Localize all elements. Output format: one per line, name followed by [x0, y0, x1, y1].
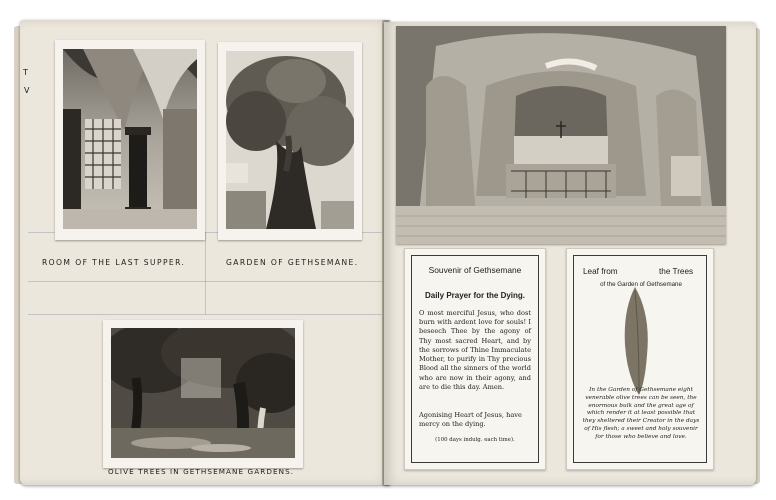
- vaulted-room-image: [63, 49, 197, 229]
- souvenir-card-indulgence: (100 days indulg. each time).: [435, 437, 515, 443]
- leaf-card-subtitle: of the Garden of Gethsemane: [600, 281, 682, 288]
- photo-room-of-last-supper: [63, 49, 197, 229]
- margin-mark-v: V: [24, 86, 31, 95]
- ruled-line: [28, 314, 384, 315]
- leaf-card-text: In the Garden of Gethsemane eight venerable olive trees can be seen, the enormous bulk and the great age of which render it at least possible that they sheltered their Creator in the days of His flesh; a sweet and holy souvenir for those who believe and love.: [582, 387, 700, 440]
- souvenir-card-prayer: O most merciful Jesus, who dost burn with ardent love for souls! I beseech Thee by the agony of Thy most sacred Heart, and by the sorrows of Thine Immaculate Mother, to purify in Thy precious Blood all the sinners of the world who are now in their agony, and are to die this day. Amen.: [419, 309, 531, 391]
- photo-print-last-supper: [55, 40, 205, 240]
- souvenir-card-invocation: Agonising Heart of Jesus, have mercy on the dying.: [419, 411, 522, 429]
- photo-olive-trees: [111, 328, 295, 458]
- photo-garden-of-gethsemane: [226, 51, 354, 229]
- caption-room-of-last-supper: ROOM OF THE LAST SUPPER.: [42, 258, 186, 267]
- souvenir-of-gethsemane-card: [404, 248, 546, 470]
- olive-tree-image: [226, 51, 354, 229]
- leaf-card-title-right: the Trees: [659, 267, 694, 276]
- leaf-card-title-left: Leaf from: [583, 267, 618, 276]
- caption-olive-trees: OLIVE TREES IN GETHSEMANE GARDENS.: [108, 467, 295, 476]
- souvenir-card-heading: Daily Prayer for the Dying.: [424, 291, 526, 300]
- olive-grove-image: [111, 328, 295, 458]
- leaf-from-trees-card: [566, 248, 714, 470]
- left-album-page: [20, 20, 390, 485]
- photo-print-garden: [218, 42, 362, 240]
- caption-garden-of-gethsemane: GARDEN OF GETHSEMANE.: [226, 258, 359, 267]
- grotto-engraving-image: [396, 26, 726, 244]
- ruled-line: [28, 281, 384, 282]
- margin-mark-t: T: [23, 68, 30, 77]
- engraving-print-grotto: [396, 26, 726, 244]
- pressed-olive-leaf-icon: [617, 285, 657, 397]
- souvenir-card-title: Souvenir of Gethsemane: [428, 265, 522, 275]
- ruled-column-line: [205, 232, 206, 314]
- right-album-page: [384, 22, 756, 485]
- photo-print-olive-trees: [103, 320, 303, 468]
